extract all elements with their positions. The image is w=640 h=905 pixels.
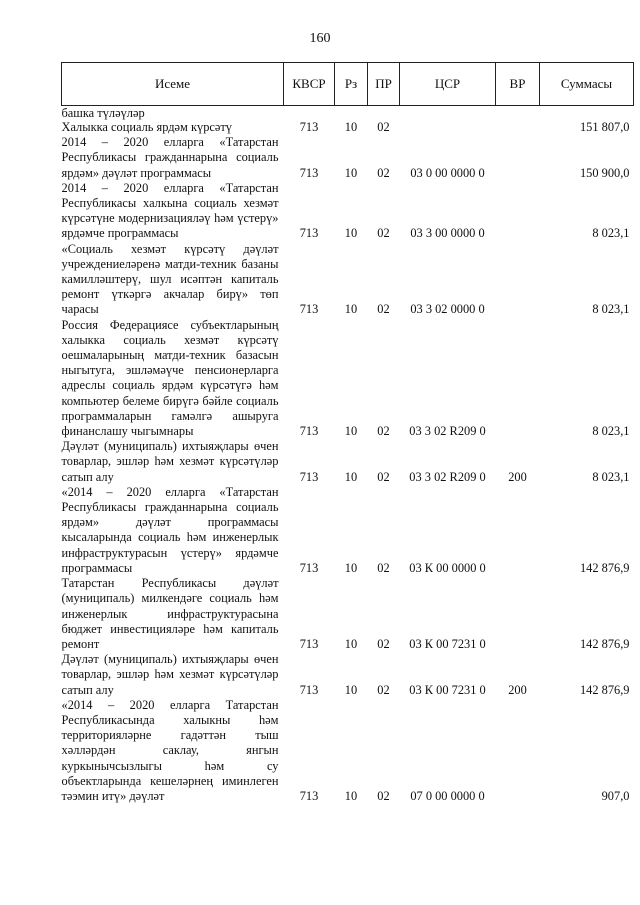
row-csr: 03 К 00 7231 0: [409, 682, 486, 697]
row-sum: 142 876,9: [579, 560, 630, 575]
row-csr: [400, 120, 496, 135]
row-name: Дәүләт (муниципаль) ихтыяҗлары өчен товарлар, эшләр һәм хезмәт күрсәтүләр сатып алу: [61, 652, 279, 697]
page-number: 160: [309, 31, 331, 46]
header-name: Исеме: [62, 63, 284, 106]
row-sum: 8 023,1: [592, 302, 630, 317]
row-kvsr: 713: [299, 120, 319, 134]
row-sum: 907,0: [601, 788, 630, 803]
table-row: [62, 135, 634, 181]
row-csr: 03 К 00 7231 0: [409, 636, 486, 651]
table-row: [62, 485, 634, 576]
row-vr: 200: [508, 682, 527, 697]
table-row: [62, 120, 634, 135]
row-sum: 142 876,9: [579, 636, 630, 651]
row-name: Татарстан Республикасы дәүләт (муниципаль) милкендәге социаль һәм инженерлык инфраструктурасына бюджет инвестицияләре һәм капиталь ремонт: [61, 576, 279, 651]
row-kvsr: 713: [299, 682, 319, 697]
row-csr: 07 0 00 0000 0: [410, 788, 485, 803]
table-row: [62, 439, 634, 485]
row-vr: [496, 120, 540, 135]
row-name: Халыкка социаль ярдәм күрсәтү: [61, 120, 233, 134]
table-row: [62, 318, 634, 440]
table-row: [62, 242, 634, 318]
row-rz: 10: [344, 302, 358, 317]
row-vr: [496, 576, 540, 652]
row-vr: [496, 242, 540, 318]
header-kvsr: КВСР: [284, 63, 335, 106]
header-vr: ВР: [496, 63, 540, 106]
row-pr: 02: [377, 424, 390, 439]
continuation-text: башка түләүләр: [61, 106, 145, 120]
table-row: [62, 652, 634, 698]
table-row: [62, 181, 634, 242]
row-sum: 151 807,0: [579, 120, 630, 134]
row-kvsr: 713: [299, 424, 319, 439]
row-kvsr: 713: [299, 788, 319, 803]
row-rz: 10: [344, 682, 358, 697]
row-pr: 02: [377, 302, 390, 317]
table-row: [62, 698, 634, 804]
row-pr: 02: [377, 560, 390, 575]
row-vr: [496, 135, 540, 181]
header-sum: Суммасы: [540, 63, 634, 106]
row-vr: 200: [508, 469, 527, 484]
row-rz: 10: [344, 165, 358, 180]
row-rz: 10: [344, 226, 358, 241]
row-vr: [496, 698, 540, 804]
row-rz: 10: [344, 560, 358, 575]
row-kvsr: 713: [299, 636, 319, 651]
row-csr: 03 К 00 0000 0: [409, 560, 486, 575]
row-name: 2014 – 2020 елларга «Татарстан Республикасы гражданнарына социаль ярдәм» дәүләт программасы: [61, 135, 279, 180]
row-pr: 02: [377, 636, 390, 651]
row-kvsr: 713: [299, 469, 319, 484]
row-pr: 02: [377, 120, 390, 134]
row-vr: [496, 485, 540, 576]
table-row: [62, 576, 634, 652]
row-csr: 03 3 02 R209 0: [409, 424, 486, 439]
row-name: «Социаль хезмәт күрсәтү дәүләт учреждениеләренә матди-техник базаны камилләштерү, шул исәптән капиталь ремонт үткәргә акчалар бирү» төп чарасы: [61, 241, 279, 317]
row-rz: 10: [344, 424, 358, 439]
row-sum: 142 876,9: [579, 682, 630, 697]
row-name: Россия Федерациясе субъектларының халыкка социаль хезмәт күрсәтү оешмаларының матди-техник базасын ныгытуга, эшләмәүче пенсионерларга адреслы социаль ярдәм күрсәтүгә һәм компьютер белеме бирүгә бәйле социаль программаларын гамәлгә ашыруга финанслашу чыгымнары: [61, 317, 279, 439]
header-rz: Рз: [335, 63, 368, 106]
row-csr: 03 3 02 0000 0: [410, 302, 485, 317]
row-sum: 150 900,0: [579, 165, 630, 180]
row-sum: 8 023,1: [592, 469, 630, 484]
budget-table: [61, 62, 634, 804]
row-csr: 03 0 00 0000 0: [410, 165, 485, 180]
row-vr: [496, 318, 540, 440]
row-rz: 10: [344, 788, 358, 803]
row-rz: 10: [344, 469, 358, 484]
row-pr: 02: [377, 469, 390, 484]
row-kvsr: 713: [299, 226, 319, 241]
row-vr: [496, 181, 540, 242]
row-kvsr: 713: [299, 165, 319, 180]
row-pr: 02: [377, 788, 390, 803]
row-csr: 03 3 02 R209 0: [409, 469, 486, 484]
row-pr: 02: [377, 682, 390, 697]
header-csr: ЦСР: [400, 63, 496, 106]
row-sum: 8 023,1: [592, 226, 630, 241]
continuation-row: [62, 106, 634, 121]
row-name: 2014 – 2020 елларга «Татарстан Республикасы халкына социаль хезмәт күрсәтүне модернизацияләү һәм үстерү» ярдәмче программасы: [61, 180, 279, 241]
row-pr: 02: [377, 165, 390, 180]
row-pr: 02: [377, 226, 390, 241]
row-kvsr: 713: [299, 560, 319, 575]
row-csr: 03 3 00 0000 0: [410, 226, 485, 241]
row-kvsr: 713: [299, 302, 319, 317]
row-rz: 10: [344, 636, 358, 651]
row-name: Дәүләт (муниципаль) ихтыяҗлары өчен товарлар, эшләр һәм хезмәт күрсәтүләр сатып алу: [61, 439, 279, 484]
row-sum: 8 023,1: [592, 424, 630, 439]
header-pr: ПР: [368, 63, 400, 106]
row-name: «2014 – 2020 елларга Татарстан Республикасында халыкны һәм территорияләрне гадәттән тыш хәлләрдән саклау, янгын куркынычсызлыгы һәм су объектларында кешеләрнең иминлеген тәэмин итү» дәүләт: [61, 697, 279, 803]
row-rz: 10: [344, 120, 358, 134]
table-header-row: [62, 63, 634, 106]
row-name: «2014 – 2020 елларга «Татарстан Республикасы гражданнарына социаль ярдәм» дәүләт программасы кысаларында социаль һәм инженерлык инфраструктурасын үстерү» ярдәмче программасы: [61, 484, 279, 575]
